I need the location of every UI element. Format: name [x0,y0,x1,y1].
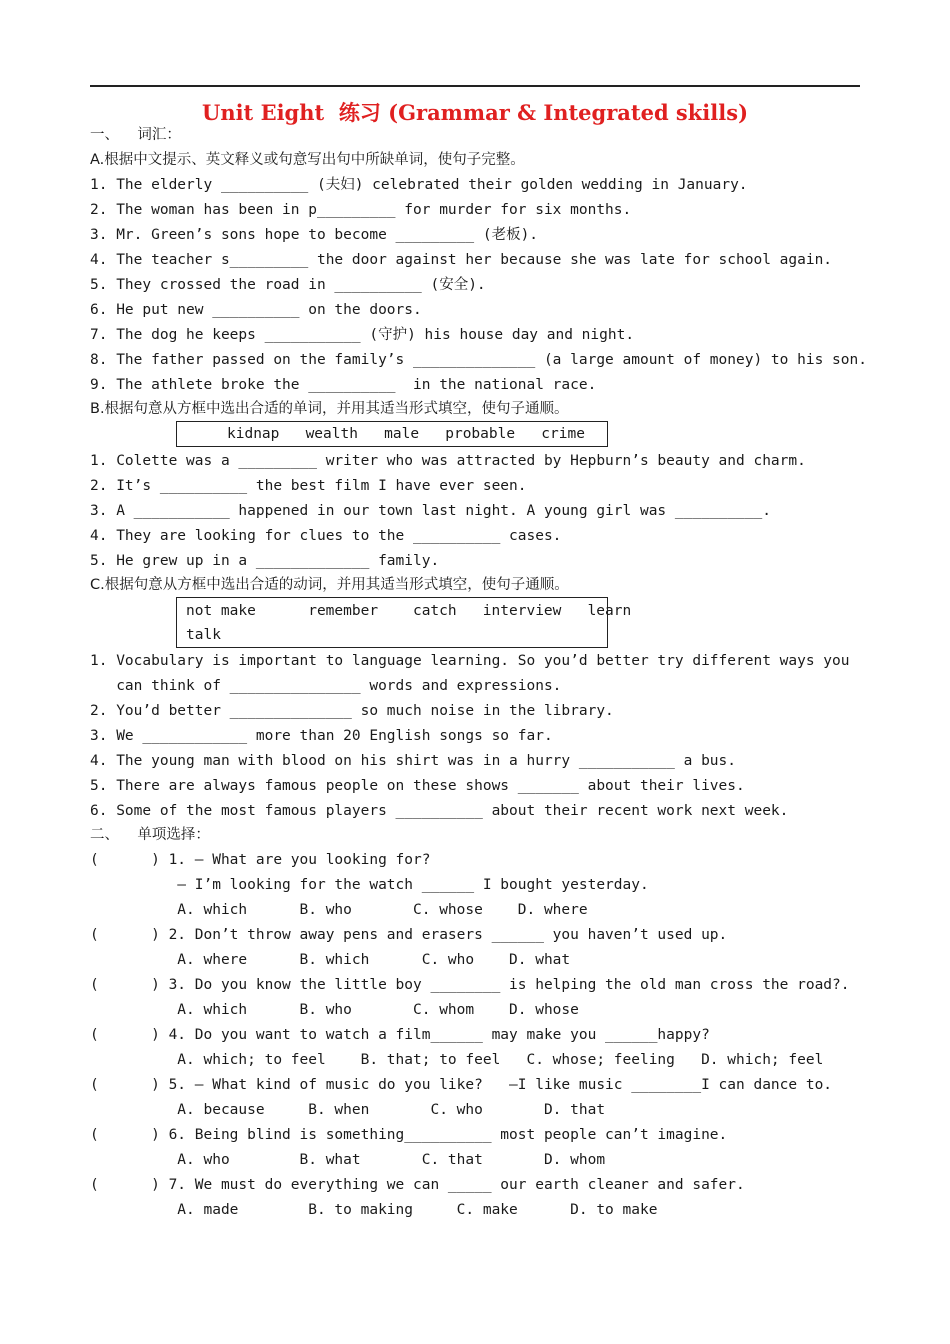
mc-options-1: A. which B. who C. whose D. where [90,902,588,918]
question-a8: 8. The father passed on the family’s ______________ (a large amount of money) to his son. [90,352,867,368]
section-c-instruction: C.根据句意从方框中选出合适的动词，并用其适当形式填空，使句子通顺。 [90,577,569,593]
mc-options-5: A. because B. when C. who D. that [90,1102,606,1118]
mc-options-6: A. who B. what C. that D. whom [90,1152,606,1168]
question-b4: 4. They are looking for clues to the __________ cases. [90,528,562,544]
word-box-c-line1: not make remember catch interview learn [186,603,632,619]
word-box-c [176,597,632,648]
question-a9: 9. The athlete broke the __________ in the national race. [90,377,597,393]
question-c2: 2. You’d better ______________ so much noise in the library. [90,703,614,719]
mc-question-3: ( ) 3. Do you know the little boy ________ is helping the old man cross the road?. [90,977,850,993]
word-box-b [176,421,608,447]
question-a3: 3. Mr. Green’s sons hope to become _________ (老板). [90,227,539,243]
word-box-c-line2: talk [186,627,221,643]
word-box-b-words: kidnap wealth male probable crime [227,426,585,442]
header-rule [90,85,860,87]
question-c6: 6. Some of the most famous players __________ about their recent work next week. [90,803,789,819]
page-title: Unit Eight 练习 (Grammar & Integrated skills) [202,100,748,125]
question-a6: 6. He put new __________ on the doors. [90,302,422,318]
question-a5: 5. They crossed the road in __________ (安全). [90,277,486,293]
mc-options-7: A. made B. to making C. make D. to make [90,1202,658,1218]
question-c3: 3. We ____________ more than 20 English songs so far. [90,728,553,744]
question-c5: 5. There are always famous people on these shows _______ about their lives. [90,778,745,794]
question-b2: 2. It’s __________ the best film I have ever seen. [90,478,527,494]
mc-options-2: A. where B. which C. who D. what [90,952,571,968]
mc-question-6: ( ) 6. Being blind is something__________ most people can’t imagine. [90,1127,728,1143]
question-a4: 4. The teacher s_________ the door against her because she was late for school again. [90,252,833,268]
part2-heading: 二、 单项选择： [90,827,210,843]
mc-question-7: ( ) 7. We must do everything we can _____ our earth cleaner and safer. [90,1177,745,1193]
mc-question-1: ( ) 1. — What are you looking for? [90,852,431,868]
question-a2: 2. The woman has been in p_________ for murder for six months. [90,202,632,218]
section-b-instruction: B.根据句意从方框中选出合适的单词，并用其适当形式填空，使句子通顺。 [90,401,569,417]
mc-question-1-reply: — I’m looking for the watch ______ I bought yesterday. [90,877,649,893]
question-a7: 7. The dog he keeps ___________ (守护) his house day and night. [90,327,635,343]
mc-question-2: ( ) 2. Don’t throw away pens and erasers ______ you haven’t used up. [90,927,728,943]
part1-heading: 一、 词汇： [90,127,181,143]
question-c1: 1. Vocabulary is important to language learning. So you’d better try different ways you [90,653,850,669]
question-c4: 4. The young man with blood on his shirt was in a hurry ___________ a bus. [90,753,737,769]
question-c1-cont: can think of _______________ words and expressions. [90,678,562,694]
question-b3: 3. A ___________ happened in our town last night. A young girl was __________. [90,503,771,519]
mc-question-5: ( ) 5. — What kind of music do you like? —I like music ________I can dance to. [90,1077,833,1093]
question-b1: 1. Colette was a _________ writer who was attracted by Hepburn’s beauty and charm. [90,453,806,469]
question-b5: 5. He grew up in a _____________ family. [90,553,440,569]
mc-question-4: ( ) 4. Do you want to watch a film______ may make you ______happy? [90,1027,710,1043]
section-a-instruction: A.根据中文提示、英文释义或句意写出句中所缺单词，使句子完整。 [90,152,525,168]
mc-options-4: A. which; to feel B. that; to feel C. whose; feeling D. which; feel [90,1052,824,1068]
question-a1: 1. The elderly __________ (夫妇) celebrated their golden wedding in January. [90,177,748,193]
mc-options-3: A. which B. who C. whom D. whose [90,1002,579,1018]
